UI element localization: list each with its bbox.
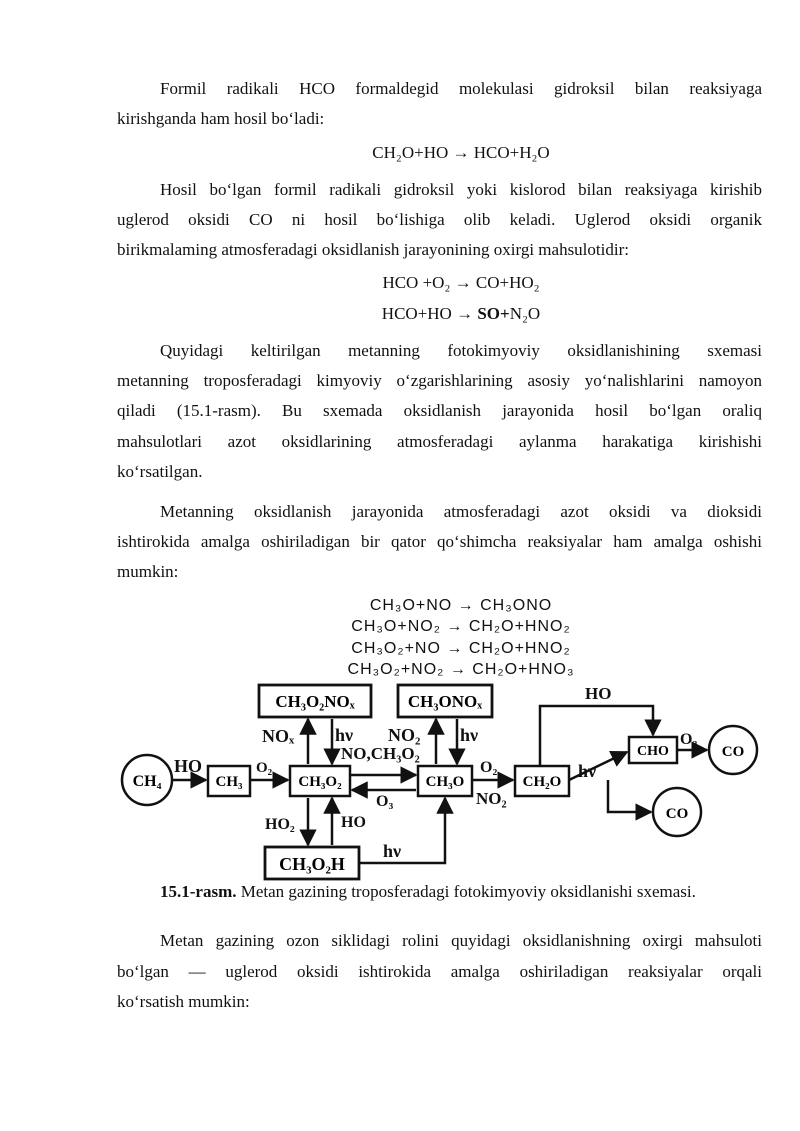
label-hv-c: hν [578, 761, 597, 781]
para4-line2: ishtirokida amalga oshiriladigan bir qator qo‘shimcha reaksiyalar ham amalga oshishi [117, 532, 762, 551]
arrow-ch2o-co [608, 780, 651, 812]
para3-line1: Quyidagi keltirilgan metanning fotokimyoviy oksidlanishining sxemasi [160, 341, 762, 360]
node-ch3o [418, 766, 472, 796]
node-ch3o2h [265, 847, 359, 879]
para2-line2: uglerod oksidi CO ni hosil bo‘lishiga olib keladi. Uglerod oksidi organik [117, 210, 762, 229]
node-ch3onox [398, 685, 492, 717]
node-ch3o2nox-label: CH₃O₂NOₓ [275, 692, 355, 711]
label-ho-top: HO [585, 684, 612, 703]
para5-line3: ko‘rsatish mumkin: [117, 992, 250, 1011]
node-ch4-label: CH₄ [132, 773, 162, 790]
reaction-3: CH₃O₂+NO → CH₂O+HNO₂ [351, 640, 571, 657]
node-ch3o2-label: CH₃O₂ [298, 774, 342, 790]
label-ho2: HO₂ [265, 816, 295, 833]
node-ch3o-label: CH₃O [425, 774, 465, 790]
equation-3-bold: SO+ [477, 304, 510, 323]
node-ch2o-label: CH₂O [522, 774, 562, 790]
node-ch3 [208, 766, 250, 796]
label-o2-c: O₂ [680, 731, 698, 748]
node-ch3onox-label: CH₃ONOₓ [407, 692, 483, 711]
node-cho-label: CHO [637, 744, 669, 759]
para3-line4: mahsulotlari azot oksidlarining atmosferadagi aylanma harakatiga kirishishi [117, 432, 762, 451]
para1-line2: kirishganda ham hosil bo‘ladi: [117, 109, 325, 128]
node-ch3o2h-label: CH₃O₂H [279, 854, 345, 874]
reaction-1: CH₃O+NO → CH₃ONO [369, 597, 553, 614]
label-nox-a: NOₓ [262, 726, 295, 746]
para2-line3: birikmalaming atmosferadagi oksidlanish jarayonining oxirgi mahsulotidir: [117, 240, 629, 259]
para2-line1: Hosil bo‘lgan formil radikali gidroksil yoki kislorod bilan reaksiyaga kirishib [160, 180, 762, 199]
para3-line5: ko‘rsatilgan. [117, 462, 203, 481]
para5-line2: bo‘lgan — uglerod oksidi ishtirokida amalga oshiriladigan reaksiyalar orqali [117, 962, 762, 981]
equation-3 [0, 304, 800, 324]
label-o2-a: O₂ [256, 760, 273, 776]
node-ch4 [122, 755, 172, 805]
caption-text: Metan gazining troposferadagi fotokimyoviy oksidlanishi sxemasi. [236, 882, 696, 901]
label-hv-d: hν [383, 841, 402, 861]
label-ho: HO [174, 756, 203, 776]
arrow-ch3o2h-ch3o [359, 798, 445, 863]
label-no-ch3o2: NO,CH₃O₂ [341, 744, 420, 763]
para4-line3: mumkin: [117, 562, 179, 581]
label-o2-b: O₂ [480, 759, 498, 776]
node-cho [629, 737, 677, 763]
para5-line1: Metan gazining ozon siklidagi rolini quyidagi oksidlanishning oxirgi mahsuloti [160, 931, 762, 950]
para3-line3: qiladi (15.1-rasm). Bu sxemada oksidlanish jarayonida hosil bo‘lgan oraliq [117, 401, 762, 420]
node-co-top-label: CO [721, 744, 745, 760]
label-no2: NO₂ [476, 789, 507, 808]
node-co-bottom-label: CO [665, 806, 689, 822]
label-ho-b: HO [341, 814, 366, 831]
equation-3-right: N₂O [509, 304, 541, 323]
methane-oxidation-scheme [0, 676, 800, 884]
equation-3-left: HCO+HO → [381, 304, 478, 323]
reaction-2: CH₃O+NO₂ → CH₂O+HNO₂ [351, 618, 571, 635]
node-ch2o [515, 766, 569, 796]
label-hv-b: hν [460, 725, 479, 745]
equation-1: CH₂O+HO → HCO+H₂O [372, 143, 550, 162]
label-no2-b: NO₂ [388, 725, 421, 745]
label-hv-a: hν [335, 725, 354, 745]
para3-line2: metanning troposferadagi kimyoviy o‘zgarishlarining asosiy yo‘nalishlarini namoyon [117, 371, 762, 390]
reaction-4: CH₃O₂+NO₂ → CH₂O+HNO₃ [347, 661, 575, 678]
para1-line1: Formil radikali HCO formaldegid molekulasi gidroksil bilan reaksiyaga [160, 79, 762, 98]
caption-number: 15.1-rasm. [160, 882, 237, 901]
label-o3: O₃ [376, 793, 394, 810]
node-co-bottom [653, 788, 701, 836]
figure-caption [160, 882, 696, 902]
node-co-top [709, 726, 757, 774]
node-ch3o2nox [259, 685, 371, 717]
node-ch3o2 [290, 766, 350, 796]
equation-2: HCO +O₂ → CO+HO₂ [382, 273, 540, 292]
para4-line1: Metanning oksidlanish jarayonida atmosferadagi azot oksidi va dioksidi [160, 502, 762, 521]
node-ch3-label: CH₃ [215, 774, 243, 790]
